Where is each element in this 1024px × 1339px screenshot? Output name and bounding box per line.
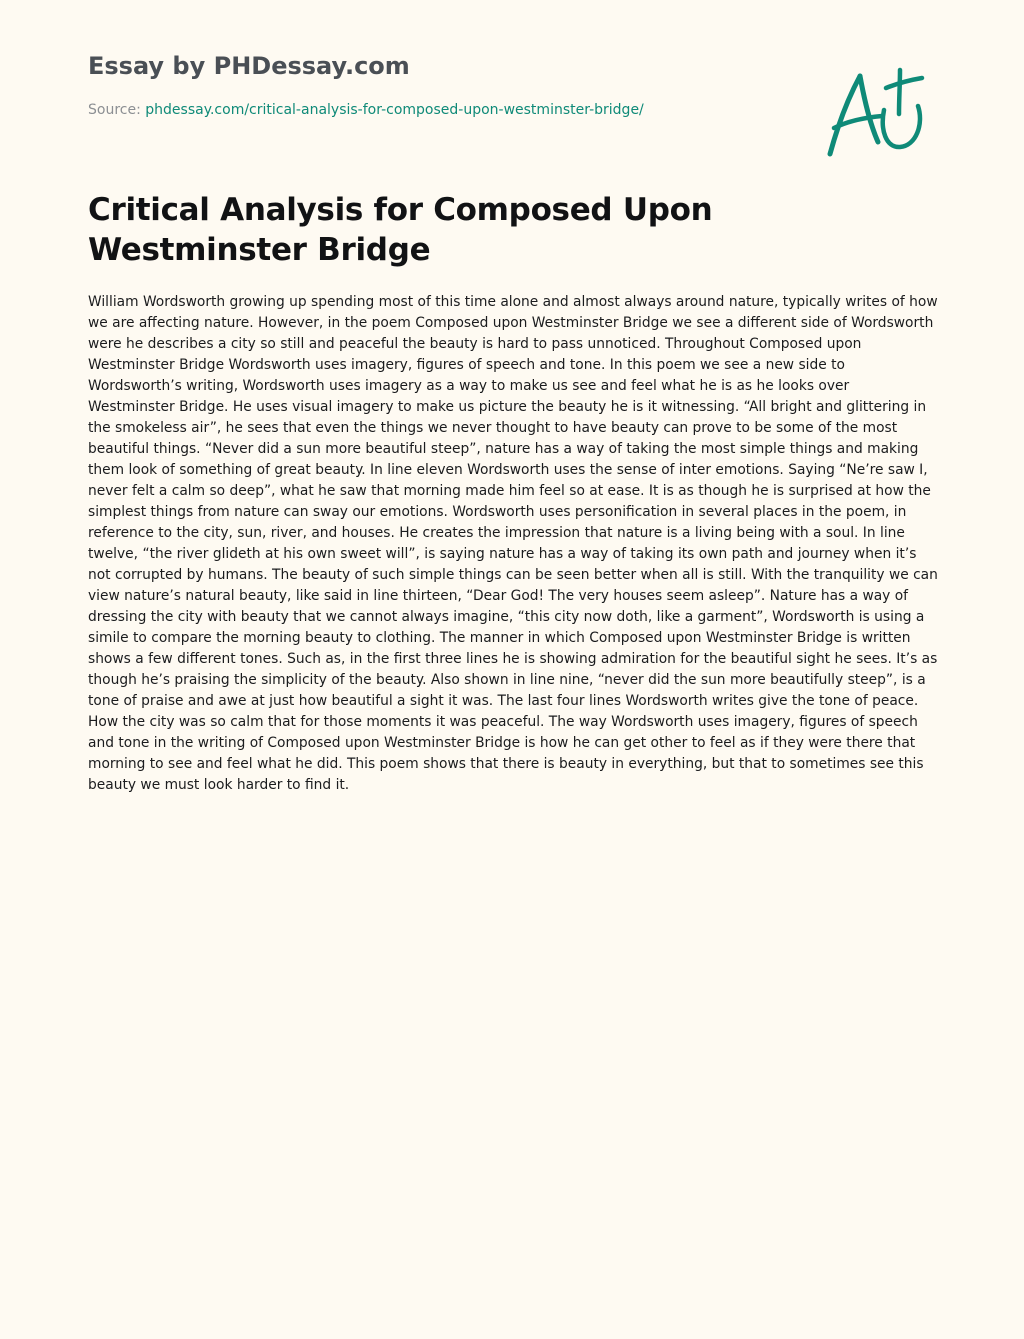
source-line bbox=[88, 100, 644, 120]
essay-title: Critical Analysis for Composed Upon Westminster Bridge bbox=[88, 192, 713, 268]
essay-body: William Wordsworth growing up spending most of this time alone and almost always around nature, typically writes of how we are affecting nature. However, in the poem Composed upon Westminster Bridge we see a different side of Wordsworth were he describes a city so still and peaceful the beauty is hard to pass unnoticed. Throughout Composed upon Westminster Bridge Wordsworth uses imagery, figures of speech and tone. In this poem we see a new side to Wordsworth’s writing, Wordsworth uses imagery as a way to make us see and feel what he is as he looks over Westminster Bridge. He uses visual imagery to make us picture the beauty he is it witnessing. “All bright and glittering in the smokeless air”, he sees that even the things we never thought to have beauty can prove to be some of the most beautiful things. “Never did a sun more beautiful steep”, nature has a way of taking the most simple things and making them look of something of great beauty. In line eleven Wordsworth uses the sense of inter emotions. Saying “Ne’re saw I, never felt a calm so deep”, what he saw that morning made him feel so at ease. It is as though he is surprised at how the simplest things from nature can sway our emotions. Wordsworth uses personification in several places in the poem, in reference to the city, sun, river, and houses. He creates the impression that nature is a living being with a soul. In line twelve, “the river glideth at his own sweet will”, is saying nature has a way of taking its own path and journey when it’s not corrupted by humans. The beauty of such simple things can be seen better when all is still. With the tranquility we can view nature’s natural beauty, like said in line thirteen, “Dear God! The very houses seem asleep”. Nature has a way of dressing the city with beauty that we cannot always imagine, “this city now doth, like a garment”, Wordsworth is using a simile to compare the morning beauty to clothing. The manner in which Composed upon Westminster Bridge is written shows a few different tones. Such as, in the first three lines he is showing admiration for the beautiful sight he sees. It’s as though he’s praising the simplicity of the beauty. Also shown in line nine, “never did the sun more beautifully steep”, is a tone of praise and awe at just how beautiful a sight it was. The last four lines Wordsworth writes give the tone of peace. How the city was so calm that for those moments it was peaceful. The way Wordsworth uses imagery, figures of speech and tone in the writing of Composed upon Westminster Bridge is how he can get other to feel as if they were there that morning to see and feel what he did. This poem shows that there is beauty in everything, but that to sometimes see this beauty we must look harder to find it. bbox=[88, 294, 938, 793]
source-link[interactable]: phdessay.com/critical-analysis-for-composed-upon-westminster-bridge/ bbox=[145, 102, 644, 118]
site-title: Essay by PHDessay.com bbox=[88, 52, 410, 80]
a-plus-grade-icon bbox=[820, 62, 932, 162]
source-label: Source: bbox=[88, 102, 141, 118]
a-plus-logo-graphic bbox=[820, 62, 932, 162]
